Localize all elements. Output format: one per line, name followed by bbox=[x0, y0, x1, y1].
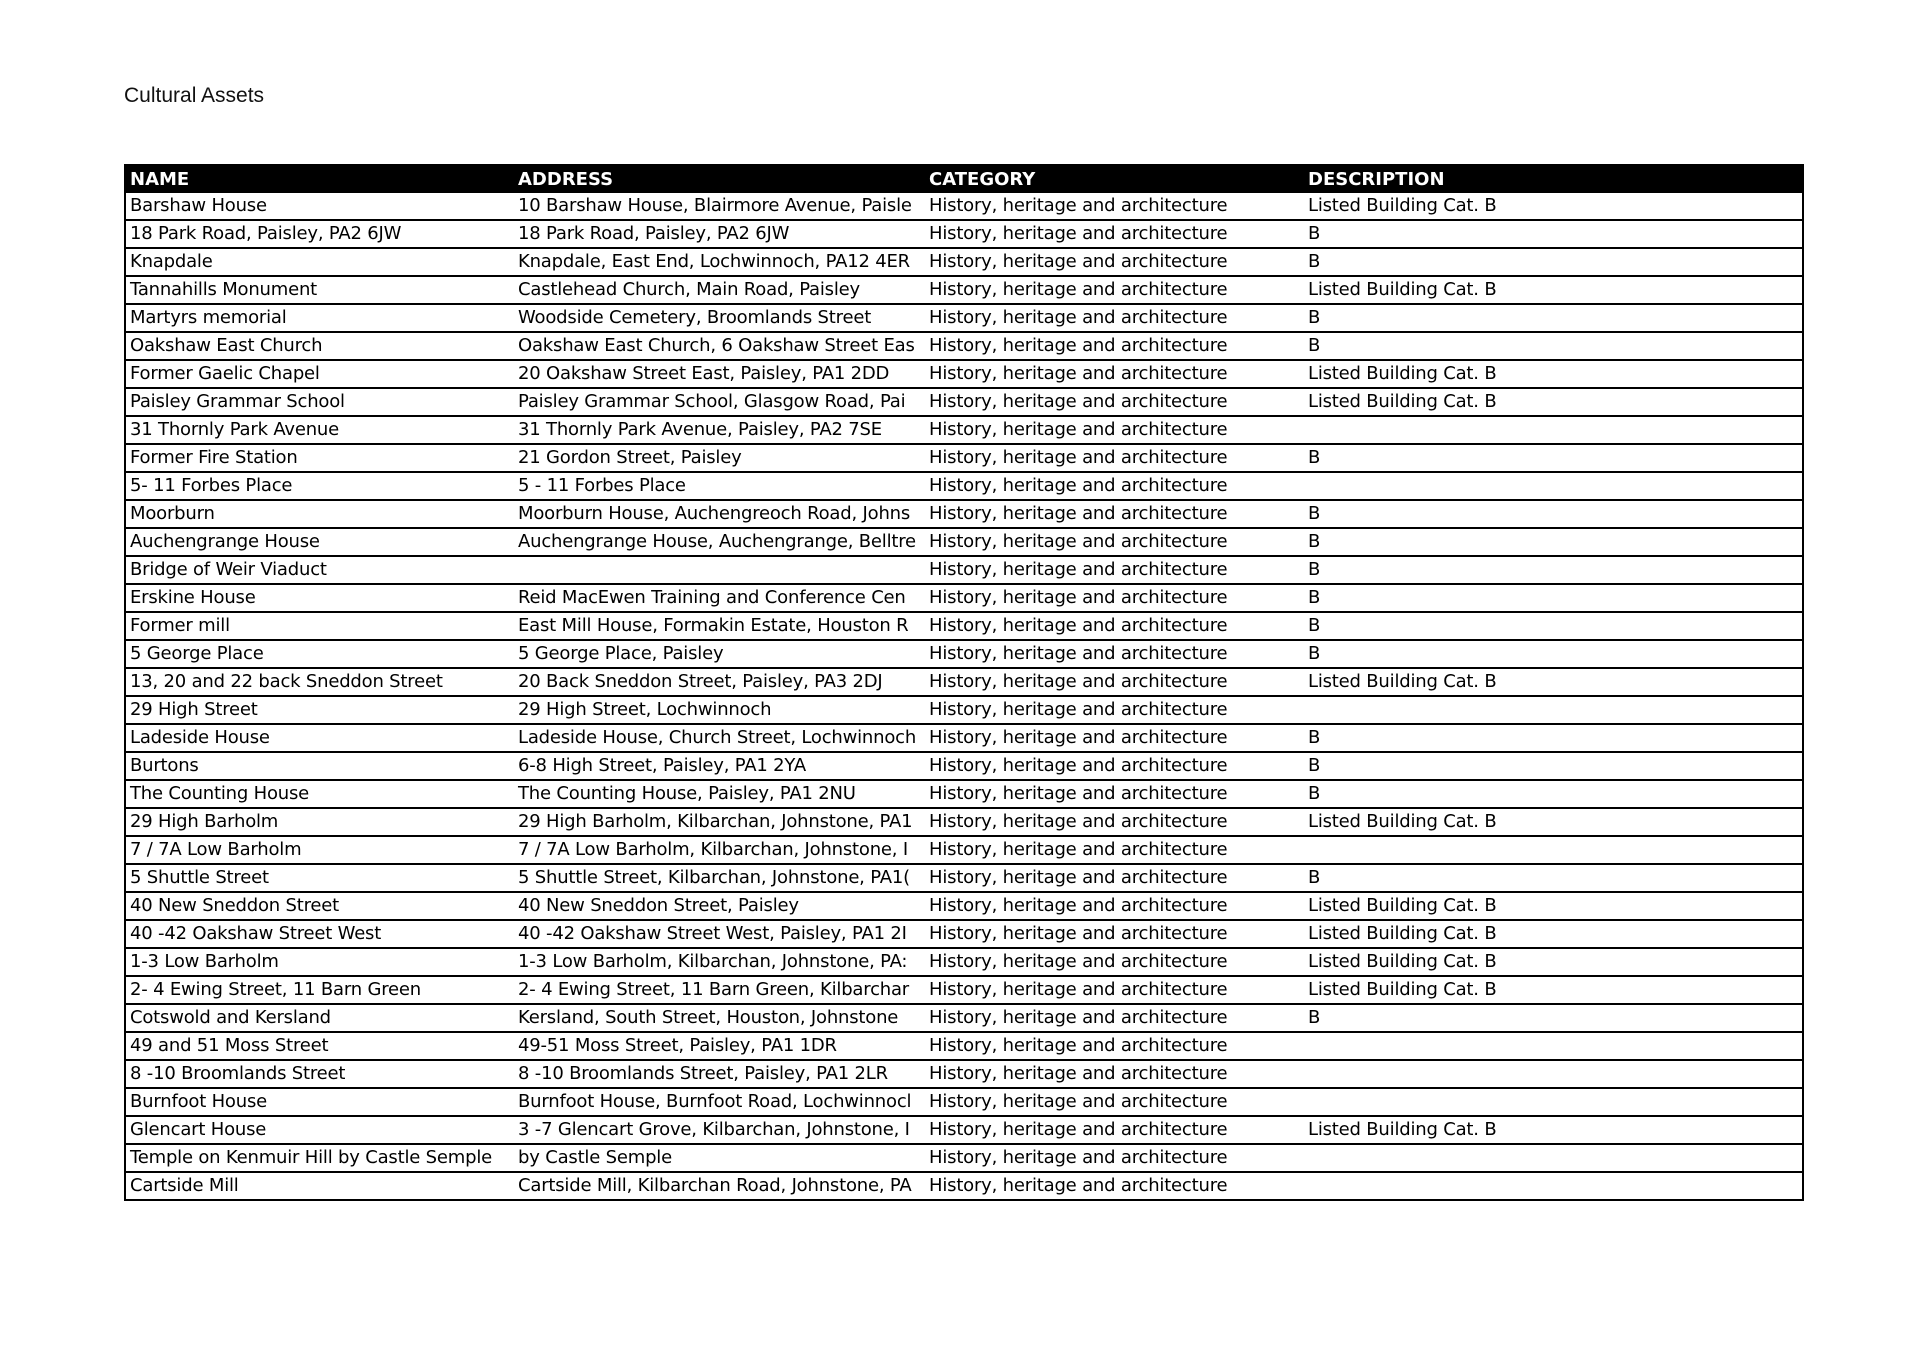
cell-category: History, heritage and architecture bbox=[925, 920, 1304, 948]
cell-description bbox=[1304, 696, 1803, 724]
column-header-address: ADDRESS bbox=[514, 165, 925, 193]
cell-name: Ladeside House bbox=[125, 724, 514, 752]
cell-name: 13, 20 and 22 back Sneddon Street bbox=[125, 668, 514, 696]
cell-address bbox=[514, 556, 925, 584]
cell-category: History, heritage and architecture bbox=[925, 696, 1304, 724]
cell-description bbox=[1304, 1060, 1803, 1088]
cell-address: 29 High Street, Lochwinnoch bbox=[514, 696, 925, 724]
table-row bbox=[125, 528, 1803, 556]
cell-category: History, heritage and architecture bbox=[925, 864, 1304, 892]
table-row bbox=[125, 1088, 1803, 1116]
cell-address: 20 Oakshaw Street East, Paisley, PA1 2DD bbox=[514, 360, 925, 388]
cell-address: by Castle Semple bbox=[514, 1144, 925, 1172]
cell-name: Cartside Mill bbox=[130, 1175, 239, 1196]
cell-name: Burtons bbox=[125, 752, 514, 780]
cell-name: Bridge of Weir Viaduct bbox=[125, 556, 514, 584]
cell-address: East Mill House, Formakin Estate, Houston R bbox=[514, 612, 925, 640]
table-row bbox=[125, 976, 1803, 1004]
cell-address: Oakshaw East Church, 6 Oakshaw Street Eas bbox=[514, 332, 925, 360]
cell-category: History, heritage and architecture bbox=[925, 500, 1304, 528]
cell-address: Ladeside House, Church Street, Lochwinnoch bbox=[514, 724, 925, 752]
cell-description: B bbox=[1304, 1004, 1803, 1032]
cell-category: History, heritage and architecture bbox=[929, 1175, 1228, 1196]
table-row bbox=[125, 696, 1803, 724]
cell-category: History, heritage and architecture bbox=[925, 1004, 1304, 1032]
table-row bbox=[125, 640, 1803, 668]
cell-name: Former Gaelic Chapel bbox=[125, 360, 514, 388]
table-row bbox=[125, 444, 1803, 472]
cell-category: History, heritage and architecture bbox=[925, 640, 1304, 668]
table-row bbox=[125, 808, 1803, 836]
cell-category: History, heritage and architecture bbox=[925, 388, 1304, 416]
cell-category: History, heritage and architecture bbox=[925, 780, 1304, 808]
cell-address: 8 -10 Broomlands Street, Paisley, PA1 2LR bbox=[514, 1060, 925, 1088]
cell-name: Auchengrange House bbox=[125, 528, 514, 556]
table-row bbox=[125, 920, 1803, 948]
cell-description bbox=[1304, 836, 1803, 864]
cell-description: Listed Building Cat. B bbox=[1304, 360, 1803, 388]
table-row bbox=[125, 752, 1803, 780]
cell-category: History, heritage and architecture bbox=[925, 808, 1304, 836]
header-row bbox=[125, 165, 1803, 193]
cell-name: Former Fire Station bbox=[125, 444, 514, 472]
cell-category: History, heritage and architecture bbox=[925, 276, 1304, 304]
cell-description bbox=[1304, 1088, 1803, 1116]
cell-category: History, heritage and architecture bbox=[925, 360, 1304, 388]
table-row bbox=[125, 724, 1803, 752]
cell-category: History, heritage and architecture bbox=[925, 1144, 1304, 1172]
cell-description: Listed Building Cat. B bbox=[1304, 193, 1803, 220]
cell-category: History, heritage and architecture bbox=[925, 248, 1304, 276]
cell-address: 7 / 7A Low Barholm, Kilbarchan, Johnstone, I bbox=[514, 836, 925, 864]
cell-name: 18 Park Road, Paisley, PA2 6JW bbox=[125, 220, 514, 248]
table-row bbox=[125, 332, 1803, 360]
cell-category: History, heritage and architecture bbox=[925, 948, 1304, 976]
cell-description: B bbox=[1304, 584, 1803, 612]
cell-name: 5 George Place bbox=[125, 640, 514, 668]
cell-name: 40 -42 Oakshaw Street West bbox=[125, 920, 514, 948]
cell-name: 8 -10 Broomlands Street bbox=[125, 1060, 514, 1088]
cell-address: Auchengrange House, Auchengrange, Belltre bbox=[514, 528, 925, 556]
cell-address: 10 Barshaw House, Blairmore Avenue, Paisle bbox=[514, 193, 925, 220]
cell-category: History, heritage and architecture bbox=[925, 416, 1304, 444]
cell-name: Martyrs memorial bbox=[125, 304, 514, 332]
cell-category: History, heritage and architecture bbox=[925, 193, 1304, 220]
cell-category: History, heritage and architecture bbox=[925, 668, 1304, 696]
cell-description bbox=[1304, 416, 1803, 444]
column-header-description: DESCRIPTION bbox=[1304, 165, 1803, 193]
cell-name: Moorburn bbox=[125, 500, 514, 528]
cell-name: Cotswold and Kersland bbox=[125, 1004, 514, 1032]
cell-category: History, heritage and architecture bbox=[925, 332, 1304, 360]
cell-category: History, heritage and architecture bbox=[925, 444, 1304, 472]
cell-description bbox=[1304, 472, 1803, 500]
cell-category: History, heritage and architecture bbox=[925, 612, 1304, 640]
table-row bbox=[125, 892, 1803, 920]
cell-description: Listed Building Cat. B bbox=[1304, 948, 1803, 976]
cell-address: 6-8 High Street, Paisley, PA1 2YA bbox=[514, 752, 925, 780]
cell-description: B bbox=[1304, 780, 1803, 808]
cell-category: History, heritage and architecture bbox=[925, 976, 1304, 1004]
cell-address: Woodside Cemetery, Broomlands Street bbox=[514, 304, 925, 332]
cell-address: Castlehead Church, Main Road, Paisley bbox=[514, 276, 925, 304]
cell-address: 49-51 Moss Street, Paisley, PA1 1DR bbox=[514, 1032, 925, 1060]
column-header-name: NAME bbox=[125, 165, 514, 193]
cell-name: Glencart House bbox=[125, 1116, 514, 1144]
cell-description: Listed Building Cat. B bbox=[1304, 276, 1803, 304]
cell-description: Listed Building Cat. B bbox=[1304, 976, 1803, 1004]
cell-name: Temple on Kenmuir Hill by Castle Semple bbox=[125, 1144, 514, 1172]
table-row bbox=[125, 948, 1803, 976]
table-row bbox=[125, 1144, 1803, 1172]
cell-address: Moorburn House, Auchengreoch Road, Johns bbox=[514, 500, 925, 528]
cell-address: 20 Back Sneddon Street, Paisley, PA3 2DJ bbox=[514, 668, 925, 696]
cell-address: 40 New Sneddon Street, Paisley bbox=[514, 892, 925, 920]
cell-address: 31 Thornly Park Avenue, Paisley, PA2 7SE bbox=[514, 416, 925, 444]
cell-description: B bbox=[1304, 304, 1803, 332]
table-row bbox=[125, 556, 1803, 584]
cell-description: Listed Building Cat. B bbox=[1304, 388, 1803, 416]
cell-category: History, heritage and architecture bbox=[925, 1116, 1304, 1144]
table-row bbox=[125, 1172, 1803, 1200]
cell-category: History, heritage and architecture bbox=[925, 1060, 1304, 1088]
cell-address: Burnfoot House, Burnfoot Road, Lochwinnocl bbox=[514, 1088, 925, 1116]
cell-name: 5- 11 Forbes Place bbox=[125, 472, 514, 500]
page-title: Cultural Assets bbox=[124, 84, 265, 107]
cell-description: B bbox=[1304, 612, 1803, 640]
cell-category: History, heritage and architecture bbox=[925, 472, 1304, 500]
cell-description bbox=[1304, 1032, 1803, 1060]
cell-category: History, heritage and architecture bbox=[925, 1032, 1304, 1060]
table-row bbox=[125, 220, 1803, 248]
cell-name: Former mill bbox=[125, 612, 514, 640]
table-row bbox=[125, 472, 1803, 500]
cell-description: B bbox=[1304, 248, 1803, 276]
table-row bbox=[125, 836, 1803, 864]
cell-name: 5 Shuttle Street bbox=[125, 864, 514, 892]
cell-category: History, heritage and architecture bbox=[925, 1088, 1304, 1116]
cell-name: Oakshaw East Church bbox=[125, 332, 514, 360]
table-row bbox=[125, 864, 1803, 892]
cell-address: Reid MacEwen Training and Conference Cen bbox=[514, 584, 925, 612]
cell-name: Erskine House bbox=[125, 584, 514, 612]
cell-name: 1-3 Low Barholm bbox=[125, 948, 514, 976]
cell-address: The Counting House, Paisley, PA1 2NU bbox=[514, 780, 925, 808]
table-row bbox=[125, 1060, 1803, 1088]
cell-description bbox=[1304, 1144, 1803, 1172]
cell-name: Knapdale bbox=[125, 248, 514, 276]
table-row bbox=[125, 780, 1803, 808]
table-row bbox=[125, 416, 1803, 444]
cell-category: History, heritage and architecture bbox=[925, 724, 1304, 752]
cell-name: Paisley Grammar School bbox=[125, 388, 514, 416]
cell-name: 29 High Barholm bbox=[125, 808, 514, 836]
table-row bbox=[125, 1032, 1803, 1060]
table-row bbox=[125, 612, 1803, 640]
cultural-assets-table bbox=[124, 164, 1804, 1201]
cell-category: History, heritage and architecture bbox=[925, 892, 1304, 920]
cell-name: 29 High Street bbox=[125, 696, 514, 724]
cell-address: 18 Park Road, Paisley, PA2 6JW bbox=[514, 220, 925, 248]
table-row bbox=[125, 668, 1803, 696]
cell-category: History, heritage and architecture bbox=[925, 556, 1304, 584]
cell-address: 5 George Place, Paisley bbox=[514, 640, 925, 668]
table-row bbox=[125, 248, 1803, 276]
table-row bbox=[125, 388, 1803, 416]
column-header-category: CATEGORY bbox=[925, 165, 1304, 193]
table-row bbox=[125, 304, 1803, 332]
cell-category: History, heritage and architecture bbox=[925, 836, 1304, 864]
cell-name: Burnfoot House bbox=[125, 1088, 514, 1116]
table-body bbox=[125, 193, 1803, 1200]
table-row bbox=[125, 1116, 1803, 1144]
table-row bbox=[125, 360, 1803, 388]
cell-address: 40 -42 Oakshaw Street West, Paisley, PA1 2I bbox=[514, 920, 925, 948]
cell-address: 21 Gordon Street, Paisley bbox=[514, 444, 925, 472]
cell-address: Kersland, South Street, Houston, Johnstone bbox=[514, 1004, 925, 1032]
cell-address: 5 Shuttle Street, Kilbarchan, Johnstone, PA1( bbox=[514, 864, 925, 892]
cell-address: 3 -7 Glencart Grove, Kilbarchan, Johnstone, I bbox=[514, 1116, 925, 1144]
table-row bbox=[125, 584, 1803, 612]
cell-name: 40 New Sneddon Street bbox=[125, 892, 514, 920]
cell-address: Cartside Mill, Kilbarchan Road, Johnstone, PA bbox=[518, 1175, 912, 1196]
cell-category: History, heritage and architecture bbox=[925, 304, 1304, 332]
cell-description: B bbox=[1304, 500, 1803, 528]
cell-description: Listed Building Cat. B bbox=[1304, 808, 1803, 836]
cell-description: B bbox=[1304, 528, 1803, 556]
cell-description: B bbox=[1304, 724, 1803, 752]
cell-name: The Counting House bbox=[125, 780, 514, 808]
cell-name: 49 and 51 Moss Street bbox=[125, 1032, 514, 1060]
cell-description: B bbox=[1304, 864, 1803, 892]
cell-description: Listed Building Cat. B bbox=[1304, 920, 1803, 948]
cell-address: Knapdale, East End, Lochwinnoch, PA12 4ER bbox=[514, 248, 925, 276]
cell-description: B bbox=[1304, 444, 1803, 472]
cell-address: 2- 4 Ewing Street, 11 Barn Green, Kilbarchar bbox=[514, 976, 925, 1004]
cell-description: Listed Building Cat. B bbox=[1304, 1116, 1803, 1144]
cell-name: Barshaw House bbox=[125, 193, 514, 220]
cell-address: 29 High Barholm, Kilbarchan, Johnstone, PA1 bbox=[514, 808, 925, 836]
cell-name: 31 Thornly Park Avenue bbox=[125, 416, 514, 444]
cell-address: 1-3 Low Barholm, Kilbarchan, Johnstone, PA: bbox=[514, 948, 925, 976]
cell-description: B bbox=[1304, 640, 1803, 668]
cell-description bbox=[1304, 1172, 1803, 1200]
table-row bbox=[125, 193, 1803, 220]
cell-address: 5 - 11 Forbes Place bbox=[514, 472, 925, 500]
table-row bbox=[125, 276, 1803, 304]
cell-name: 7 / 7A Low Barholm bbox=[125, 836, 514, 864]
cell-category: History, heritage and architecture bbox=[925, 752, 1304, 780]
cell-description: Listed Building Cat. B bbox=[1304, 892, 1803, 920]
cell-address: Paisley Grammar School, Glasgow Road, Pai bbox=[514, 388, 925, 416]
cell-description: B bbox=[1304, 556, 1803, 584]
cell-description: Listed Building Cat. B bbox=[1304, 668, 1803, 696]
cell-category: History, heritage and architecture bbox=[925, 584, 1304, 612]
cell-description: B bbox=[1304, 752, 1803, 780]
cell-category: History, heritage and architecture bbox=[925, 528, 1304, 556]
cell-description: B bbox=[1304, 332, 1803, 360]
cell-name: Tannahills Monument bbox=[125, 276, 514, 304]
cell-category: History, heritage and architecture bbox=[925, 220, 1304, 248]
cell-description: B bbox=[1304, 220, 1803, 248]
table-row bbox=[125, 1004, 1803, 1032]
table-row bbox=[125, 500, 1803, 528]
cell-name: 2- 4 Ewing Street, 11 Barn Green bbox=[125, 976, 514, 1004]
